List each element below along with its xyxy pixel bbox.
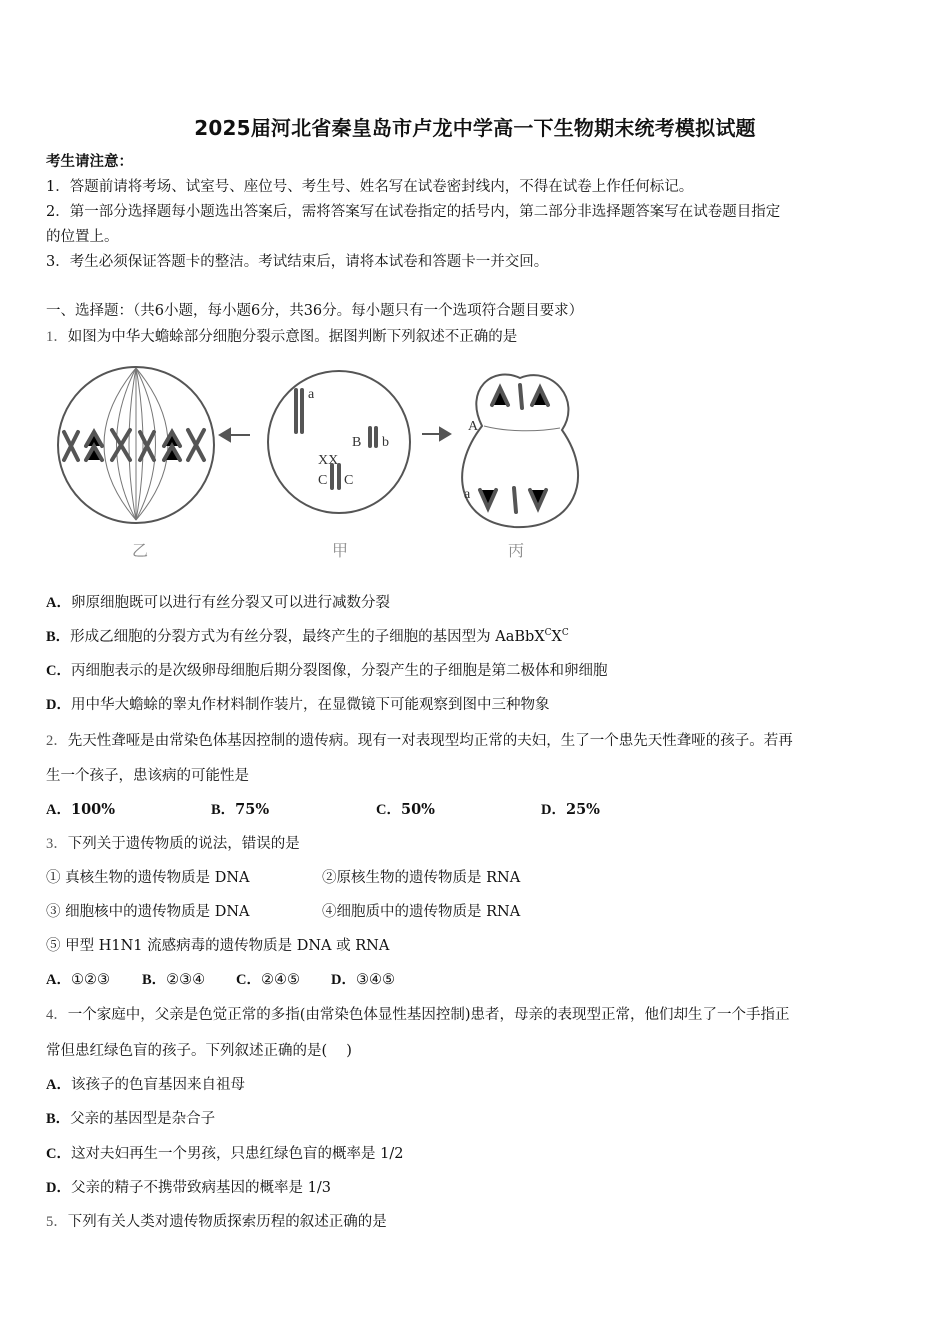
notice-item: 3．考生必须保证答题卡的整洁。考试结束后，请将本试卷和答题卡一并交回。 [46, 254, 549, 270]
question-3-options [46, 970, 906, 990]
gene-label: C [344, 473, 354, 488]
question-2-stem: 2．先天性聋哑是由常染色体基因控制的遗传病。现有一对表现型均正常的夫妇，生了一个患先天性聋哑的孩子。若再 [46, 733, 793, 749]
cell-division-figure [52, 360, 592, 565]
question-2-stem-cont: 生一个孩子，患该病的可能性是 [46, 768, 249, 784]
option-b: B．②③④ [142, 972, 206, 988]
gene-label: XX [318, 453, 339, 468]
question-2-options [46, 800, 906, 820]
option-a: A．100% [46, 801, 116, 818]
notice-item: 的位置上。 [46, 229, 119, 245]
question-number: 3． [46, 836, 68, 852]
question-5-stem: 5．下列有关人类对遗传物质探索历程的叙述正确的是 [46, 1214, 387, 1230]
cell-label-bing: 丙 [508, 541, 525, 560]
notice-heading: 考生请注意： [46, 153, 133, 170]
cell-division-diagram [52, 360, 592, 565]
question-number: 4． [46, 1007, 68, 1023]
section-heading: 一、选择题：（共6小题，每小题6分，共36分。每小题只有一个选项符合题目要求） [46, 303, 584, 319]
question-text: 如图为中华大蟾蜍部分细胞分裂示意图。据图判断下列叙述不正确的是 [67, 329, 518, 345]
gene-label: a [308, 387, 315, 402]
question-4-stem-cont: 常但患红绿色盲的孩子。下列叙述正确的是( ) [46, 1043, 352, 1059]
gene-label: a [464, 487, 471, 502]
question-4-stem: 4．一个家庭中，父亲是色觉正常的多指(由常染色体显性基因控制)患者，母亲的表现型正常，他们却生了一个手指正 [46, 1007, 790, 1023]
question-number: 1． [46, 329, 68, 345]
question-3-stem: 3．下列关于遗传物质的说法，错误的是 [46, 836, 300, 852]
option-d: D．③④⑤ [331, 972, 395, 988]
statement-item: ⑤ 甲型 H1N1 流感病毒的遗传物质是 DNA 或 RNA [46, 938, 390, 954]
statement-item: ④细胞质中的遗传物质是 RNA [322, 904, 521, 920]
question-4-option-b: B．父亲的基因型是杂合子 [46, 1111, 216, 1127]
statement-item: ③ 细胞核中的遗传物质是 DNA [46, 904, 250, 920]
notice-item: 2．第一部分选择题每小题选出答案后，需将答案写在试卷指定的括号内，第二部分非选择题答案写在试卷题目指定 [46, 204, 781, 220]
question-1-option-d: D．用中华大蟾蜍的睾丸作材料制作装片，在显微镜下可能观察到图中三种物象 [46, 697, 550, 713]
page-title: 2025届河北省秦皇岛市卢龙中学高一下生物期末统考模拟试题 [194, 116, 756, 140]
question-3-items-row1 [46, 868, 906, 888]
question-4-option-a: A．该孩子的色盲基因来自祖母 [46, 1077, 245, 1093]
question-4-option-c: C．这对夫妇再生一个男孩，只患红绿色盲的概率是 1/2 [46, 1146, 404, 1162]
question-1-option-b: B．形成乙细胞的分裂方式为有丝分裂，最终产生的子细胞的基因型为 $AaBbX^CX^C$ [46, 628, 569, 645]
statement-item: ②原核生物的遗传物质是 RNA [322, 870, 521, 886]
question-3-items-row2 [46, 902, 906, 922]
gene-label: b [382, 435, 389, 450]
question-4-option-d: D．父亲的精子不携带致病基因的概率是 1/3 [46, 1180, 331, 1196]
cell-label-yi: 乙 [132, 541, 149, 560]
question-number: 2． [46, 733, 68, 749]
notice-item: 1．答题前请将考场、试室号、座位号、考生号、姓名写在试卷密封线内，不得在试卷上作任何标记。 [46, 179, 694, 195]
option-c: C．②④⑤ [236, 972, 300, 988]
option-c: C．50% [376, 801, 435, 818]
gene-label: C [318, 473, 328, 488]
question-1-option-a: A．卵原细胞既可以进行有丝分裂又可以进行减数分裂 [46, 595, 390, 611]
question-1-option-c: C．丙细胞表示的是次级卵母细胞后期分裂图像，分裂产生的子细胞是第二极体和卵细胞 [46, 663, 608, 679]
question-1-stem [46, 327, 517, 347]
statement-item: ① 真核生物的遗传物质是 DNA [46, 870, 250, 886]
option-a: A．①②③ [46, 972, 110, 988]
option-b: B．75% [211, 801, 270, 818]
cell-label-jia: 甲 [332, 541, 349, 560]
question-number: 5． [46, 1214, 68, 1230]
option-d: D．25% [541, 801, 600, 818]
gene-label: A [468, 419, 479, 434]
gene-label: B [352, 435, 362, 450]
